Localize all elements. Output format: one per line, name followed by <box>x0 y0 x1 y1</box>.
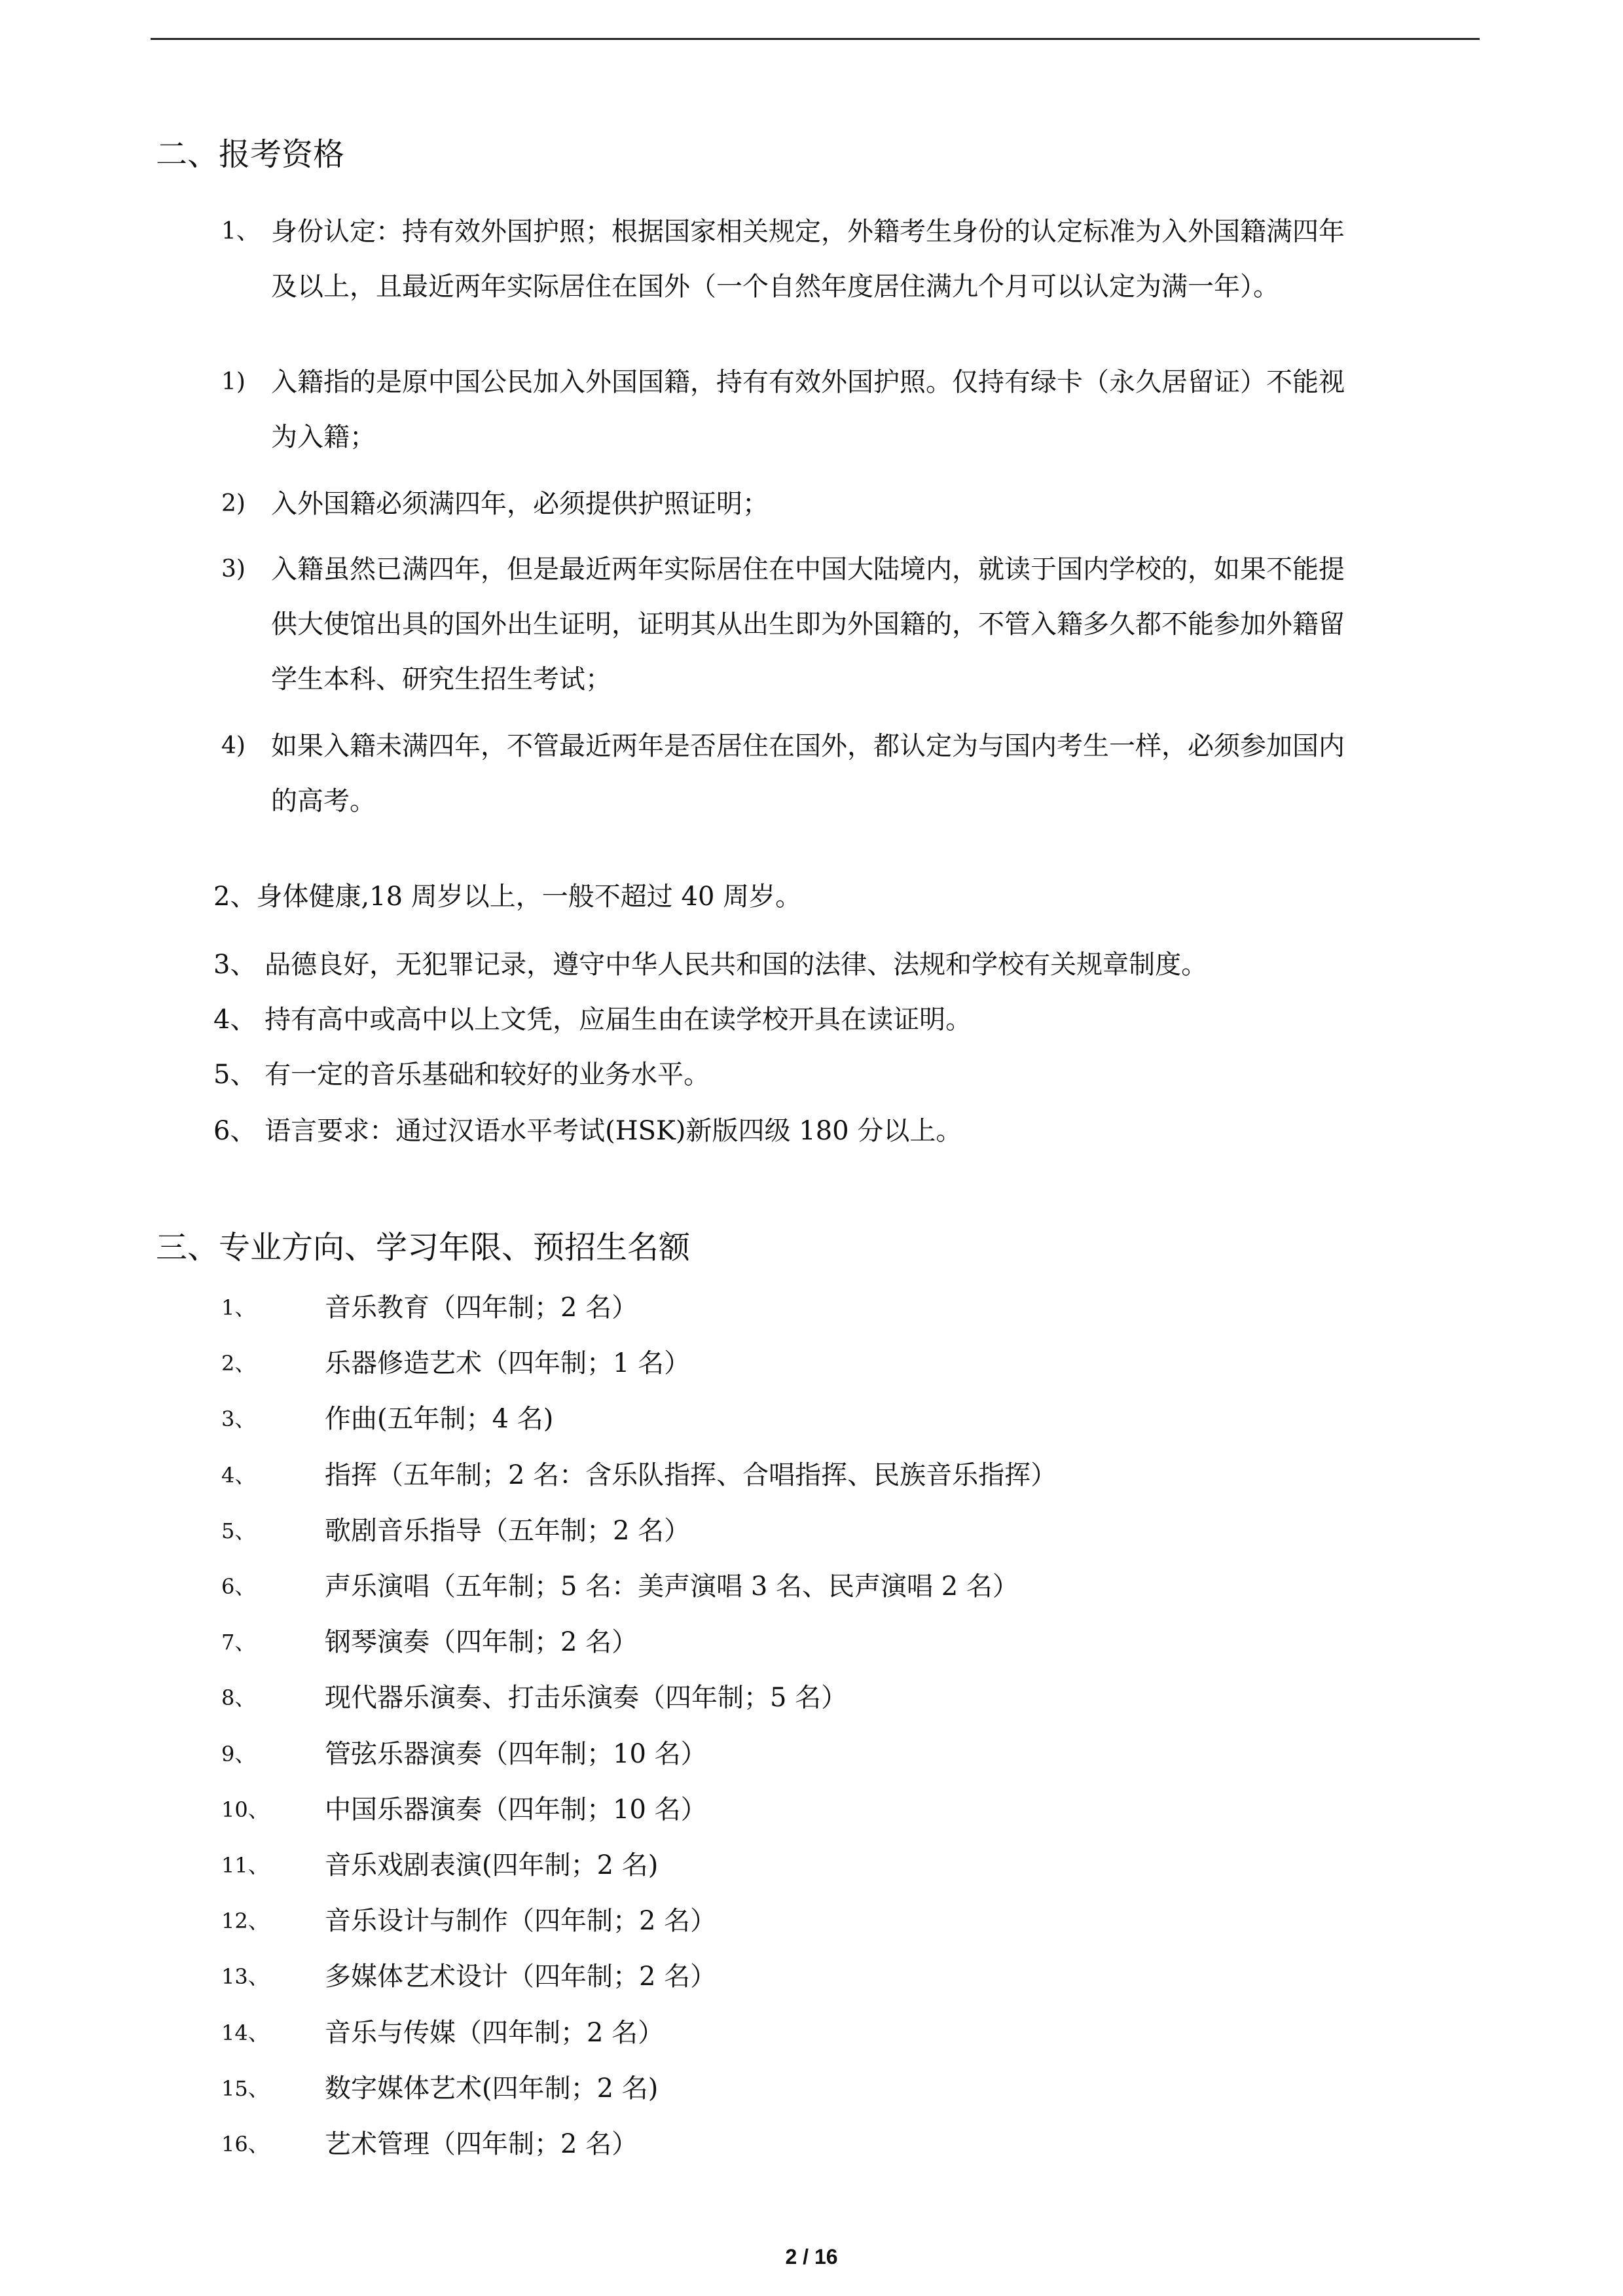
sub-item-line: 如果入籍未满四年，不管最近两年是否居住在国外，都认定为与国内考生一样，必须参加国内 <box>271 731 1345 761</box>
sub-item-line: 入籍指的是原中国公民加入外国国籍，持有有效外国护照。仅持有绿卡（永久居留证）不能视 <box>271 367 1345 397</box>
major-item: 音乐戏剧表演(四年制；2 名) <box>325 1850 659 1880</box>
identity-paragraph-line: 身份认定：持有效外国护照；根据国家相关规定，外籍考生身份的认定标准为入外国籍满四年 <box>271 217 1345 247</box>
major-item: 作曲(五年制；4 名) <box>325 1404 554 1434</box>
identity-paragraph-line: 及以上，且最近两年实际居住在国外（一个自然年度居住满九个月可以认定为满一年）。 <box>271 272 1279 302</box>
major-number: 9、 <box>221 1742 256 1767</box>
major-item: 声乐演唱（五年制；5 名：美声演唱 3 名、民声演唱 2 名） <box>325 1571 1019 1602</box>
major-item: 管弦乐器演奏（四年制；10 名） <box>325 1739 707 1769</box>
major-item: 音乐教育（四年制；2 名） <box>325 1293 638 1323</box>
major-item: 指挥（五年制；2 名：含乐队指挥、合唱指挥、民族音乐指挥） <box>325 1460 1057 1490</box>
major-item: 艺术管理（四年制；2 名） <box>325 2129 638 2159</box>
sub-item-line: 供大使馆出具的国外出生证明，证明其从出生即为外国籍的，不管入籍多久都不能参加外籍留 <box>271 609 1345 639</box>
major-item: 现代器乐演奏、打击乐演奏（四年制；5 名） <box>325 1683 848 1713</box>
major-number: 12、 <box>221 1909 269 1933</box>
section-heading-eligibility: 二、报考资格 <box>156 136 345 173</box>
page-number: 2 / 16 <box>785 2245 838 2269</box>
sub-item-number: 1) <box>221 368 246 395</box>
requirement-item: 6、 语言要求：通过汉语水平考试(HSK)新版四级 180 分以上。 <box>213 1116 962 1146</box>
requirement-item: 2、身体健康,18 周岁以上，一般不超过 40 周岁。 <box>213 882 802 912</box>
major-number: 1、 <box>221 1295 256 1320</box>
header-rule <box>151 38 1480 40</box>
requirement-item: 3、 品德良好，无犯罪记录，遵守中华人民共和国的法律、法规和学校有关规章制度。 <box>213 950 1208 980</box>
major-number: 10、 <box>221 1797 269 1822</box>
major-number: 2、 <box>221 1351 256 1376</box>
major-item: 多媒体艺术设计（四年制；2 名） <box>325 1962 717 1992</box>
major-number: 4、 <box>221 1463 256 1488</box>
section-heading-majors: 三、专业方向、学习年限、预招生名额 <box>156 1229 691 1266</box>
sub-item-line: 入籍虽然已满四年，但是最近两年实际居住在中国大陆境内，就读于国内学校的，如果不能提 <box>271 554 1345 584</box>
major-item: 音乐设计与制作（四年制；2 名） <box>325 1906 717 1936</box>
major-item: 音乐与传媒（四年制；2 名） <box>325 2018 665 2048</box>
major-number: 8、 <box>221 1685 256 1710</box>
sub-item-number: 3) <box>221 556 246 583</box>
major-item: 钢琴演奏（四年制；2 名） <box>325 1627 638 1657</box>
major-number: 14、 <box>221 2020 269 2045</box>
major-number: 15、 <box>221 2076 269 2101</box>
requirement-item: 4、 持有高中或高中以上文凭，应届生由在读学校开具在读证明。 <box>213 1005 972 1035</box>
sub-item-line: 入外国籍必须满四年，必须提供护照证明； <box>271 489 769 519</box>
sub-item-number: 2) <box>221 490 246 517</box>
item-number: 1、 <box>221 218 260 245</box>
sub-item-line: 学生本科、研究生招生考试； <box>271 664 611 694</box>
major-number: 6、 <box>221 1574 256 1599</box>
major-number: 13、 <box>221 1964 269 1989</box>
requirement-item: 5、 有一定的音乐基础和较好的业务水平。 <box>213 1060 710 1090</box>
sub-item-line: 为入籍； <box>271 422 376 452</box>
major-item: 数字媒体艺术(四年制；2 名) <box>325 2073 659 2104</box>
major-number: 16、 <box>221 2132 269 2157</box>
major-item: 歌剧音乐指导（五年制；2 名） <box>325 1516 691 1546</box>
major-number: 3、 <box>221 1407 256 1431</box>
major-number: 7、 <box>221 1630 256 1655</box>
sub-item-number: 4) <box>221 732 246 759</box>
major-item: 中国乐器演奏（四年制；10 名） <box>325 1795 707 1825</box>
major-number: 5、 <box>221 1518 256 1543</box>
sub-item-line: 的高考。 <box>271 786 376 816</box>
major-item: 乐器修造艺术（四年制；1 名） <box>325 1348 691 1378</box>
major-number: 11、 <box>221 1853 269 1878</box>
